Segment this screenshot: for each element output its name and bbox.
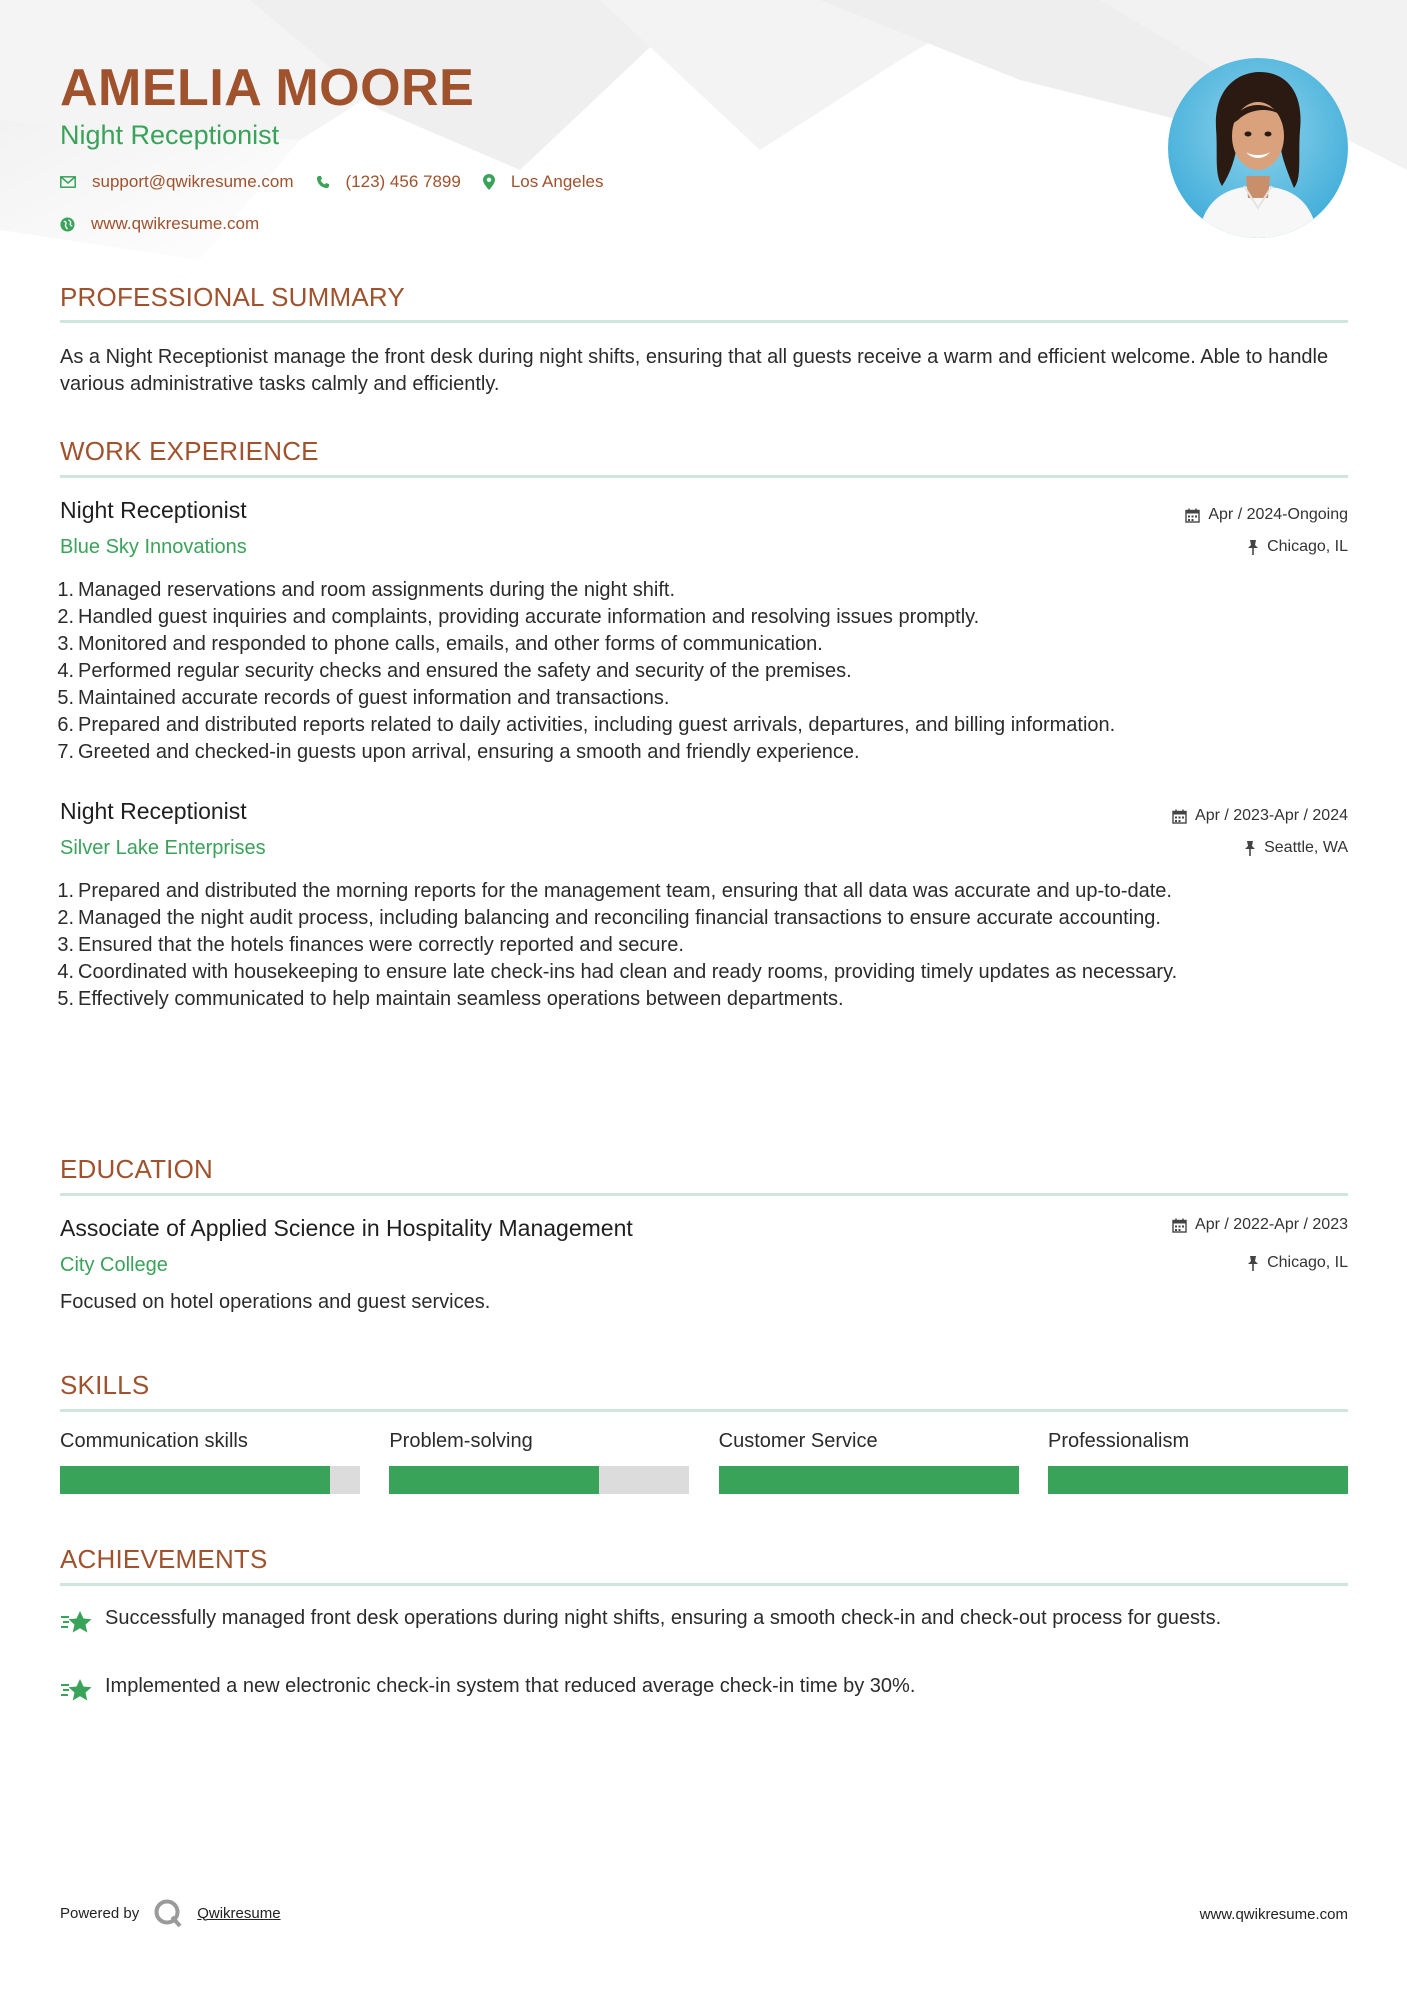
achievement-item bbox=[60, 1605, 1348, 1635]
achievement-text: Successfully managed front desk operations during night shifts, ensuring a smooth check-in and check-out process for guests. bbox=[105, 1607, 1222, 1629]
skills-heading: SKILLS bbox=[60, 1370, 150, 1400]
job-location-text-1: Chicago, IL bbox=[1267, 538, 1348, 555]
calendar-icon bbox=[1172, 1218, 1187, 1233]
job-title-1: Night Receptionist bbox=[60, 497, 247, 523]
degree-title: Associate of Applied Science in Hospitality Management bbox=[60, 1215, 633, 1241]
globe-icon bbox=[60, 217, 75, 232]
website-item[interactable] bbox=[60, 214, 259, 234]
list-item: Managed the night audit process, including balancing and reconciling financial transactions to ensure accurate accounting. bbox=[78, 907, 1161, 929]
list-item: Monitored and responded to phone calls, emails, and other forms of communication. bbox=[78, 633, 823, 655]
section-divider bbox=[60, 1583, 1348, 1586]
section-divider bbox=[60, 1409, 1348, 1412]
skill-bar bbox=[1048, 1466, 1348, 1494]
education-heading: EDUCATION bbox=[60, 1154, 213, 1184]
skill-bar bbox=[60, 1466, 360, 1494]
contact-row bbox=[60, 172, 625, 192]
company-2: Silver Lake Enterprises bbox=[60, 837, 266, 859]
job-location-2 bbox=[1244, 839, 1348, 857]
summary-text: As a Night Receptionist manage the front desk during night shifts, ensuring that all guests receive a warm and efficient welcome. Able to handle various administrative tasks calmly and efficiently. bbox=[60, 346, 1329, 395]
star-icon bbox=[60, 1609, 93, 1635]
pin-icon bbox=[1247, 540, 1259, 555]
phone-item[interactable] bbox=[316, 172, 461, 192]
job-title-2: Night Receptionist bbox=[60, 798, 247, 824]
skill-item bbox=[60, 1430, 360, 1494]
school-name: City College bbox=[60, 1254, 168, 1276]
skill-name: Problem-solving bbox=[389, 1430, 533, 1452]
skill-name: Communication skills bbox=[60, 1430, 248, 1452]
skill-fill bbox=[389, 1466, 599, 1494]
candidate-name: AMELIA MOORE bbox=[60, 59, 475, 117]
job-bullets-1 bbox=[60, 577, 1348, 766]
website-row bbox=[60, 214, 281, 234]
job-dates-1 bbox=[1185, 506, 1348, 524]
achievement-item bbox=[60, 1673, 1348, 1703]
education-description: Focused on hotel operations and guest services. bbox=[60, 1291, 491, 1313]
list-item: Performed regular security checks and ensured the safety and security of the premises. bbox=[78, 660, 852, 682]
list-item: Handled guest inquiries and complaints, providing accurate information and resolving issues promptly. bbox=[78, 606, 980, 628]
company-1: Blue Sky Innovations bbox=[60, 536, 247, 558]
map-marker-icon bbox=[483, 174, 495, 190]
education-dates-text: Apr / 2022-Apr / 2023 bbox=[1195, 1216, 1348, 1233]
list-item: Prepared and distributed reports related to daily activities, including guest arrivals, departures, and billing information. bbox=[78, 714, 1116, 736]
list-item: Prepared and distributed the morning reports for the management team, ensuring that all data was accurate and up-to-date. bbox=[78, 880, 1172, 902]
education-location bbox=[1247, 1254, 1348, 1272]
achievement-text: Implemented a new electronic check-in system that reduced average check-in time by 30%. bbox=[105, 1675, 916, 1697]
list-item: Greeted and checked-in guests upon arrival, ensuring a smooth and friendly experience. bbox=[78, 741, 860, 763]
skills-list bbox=[60, 1430, 1348, 1494]
experience-heading: WORK EXPERIENCE bbox=[60, 436, 319, 466]
list-item: Maintained accurate records of guest information and transactions. bbox=[78, 687, 670, 709]
email-text: support@qwikresume.com bbox=[92, 172, 294, 191]
location-text: Los Angeles bbox=[510, 172, 604, 191]
skill-fill bbox=[60, 1466, 330, 1494]
powered-by-label: Powered by bbox=[60, 1904, 140, 1922]
skill-name: Professionalism bbox=[1047, 1430, 1190, 1452]
skill-bar bbox=[719, 1466, 1019, 1494]
skill-fill bbox=[1048, 1466, 1348, 1494]
candidate-title: Night Receptionist bbox=[60, 120, 280, 150]
skill-item bbox=[1048, 1430, 1348, 1494]
skill-item bbox=[389, 1430, 689, 1494]
footer-website[interactable]: www.qwikresume.com bbox=[1199, 1906, 1348, 1923]
job-bullets-2 bbox=[60, 878, 1348, 1013]
list-item: Coordinated with housekeeping to ensure late check-ins had clean and ready rooms, providing timely updates as necessary. bbox=[78, 961, 1178, 983]
profile-photo bbox=[1168, 58, 1348, 238]
calendar-icon bbox=[1185, 508, 1200, 523]
pin-icon bbox=[1247, 1256, 1259, 1271]
location-item bbox=[483, 172, 604, 192]
list-item: Managed reservations and room assignments during the night shift. bbox=[78, 579, 676, 601]
job-location-1 bbox=[1247, 538, 1348, 556]
skill-bar bbox=[389, 1466, 689, 1494]
phone-icon bbox=[316, 175, 330, 189]
email-item[interactable] bbox=[60, 172, 294, 192]
qwikresume-logo-icon bbox=[153, 1898, 183, 1928]
footer-branding bbox=[60, 1898, 281, 1928]
skill-item bbox=[719, 1430, 1019, 1494]
summary-heading: PROFESSIONAL SUMMARY bbox=[60, 282, 405, 312]
education-location-text: Chicago, IL bbox=[1267, 1254, 1348, 1271]
section-divider bbox=[60, 1193, 1348, 1196]
job-dates-text-2: Apr / 2023-Apr / 2024 bbox=[1195, 807, 1348, 824]
skill-name: Customer Service bbox=[718, 1430, 878, 1452]
section-divider bbox=[60, 320, 1348, 323]
section-divider bbox=[60, 475, 1348, 478]
job-dates-2 bbox=[1172, 807, 1348, 825]
achievements-heading: ACHIEVEMENTS bbox=[60, 1544, 268, 1574]
skill-fill bbox=[719, 1466, 1019, 1494]
envelope-icon bbox=[60, 176, 76, 188]
website-text: www.qwikresume.com bbox=[91, 214, 260, 233]
pin-icon bbox=[1244, 841, 1256, 856]
star-icon bbox=[60, 1677, 93, 1703]
list-item: Ensured that the hotels finances were correctly reported and secure. bbox=[78, 934, 684, 956]
calendar-icon bbox=[1172, 809, 1187, 824]
qwikresume-link[interactable]: Qwikresume bbox=[197, 1904, 281, 1922]
phone-text: (123) 456 7899 bbox=[345, 172, 461, 191]
list-item: Effectively communicated to help maintain seamless operations between departments. bbox=[78, 988, 844, 1010]
education-dates bbox=[1172, 1216, 1348, 1234]
job-location-text-2: Seattle, WA bbox=[1264, 839, 1348, 856]
job-dates-text-1: Apr / 2024-Ongoing bbox=[1208, 506, 1348, 523]
